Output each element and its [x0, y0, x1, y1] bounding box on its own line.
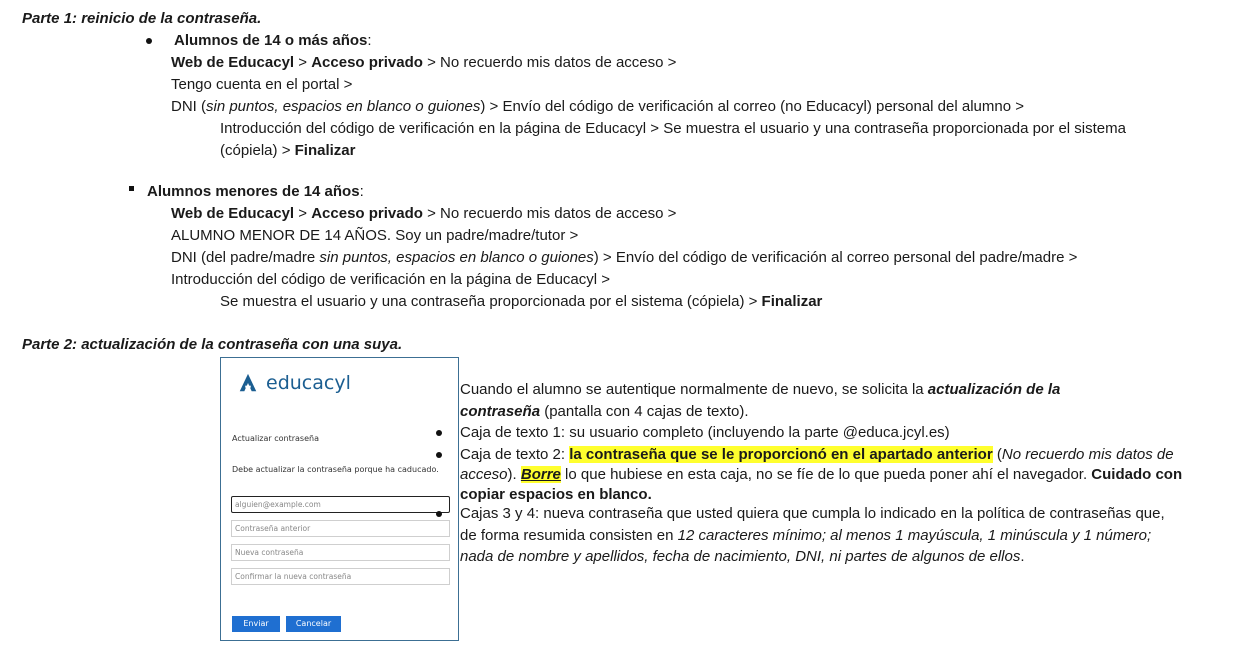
over14-heading-text: Alumnos de 14 o más años [174, 32, 368, 49]
cancel-button[interactable]: Cancelar [286, 616, 341, 632]
box2-cuidado: Cuidado con [1091, 466, 1183, 483]
submit-button[interactable]: Enviar [232, 616, 280, 632]
box2-borre: Borre [520, 466, 561, 483]
acceso-privado-text: Acceso privado [311, 54, 423, 71]
under14-heading-colon: : [359, 183, 364, 200]
box2-text-b: ( [992, 446, 1002, 463]
new-password-field[interactable]: Nueva contraseña [231, 544, 450, 561]
over14-line-2: Tengo cuenta en el portal > [171, 76, 353, 93]
part2-title: Parte 2: actualización de la contraseña con una suya. [22, 336, 403, 353]
educacyl-logo-icon [237, 372, 259, 394]
box1-line: Caja de texto 1: su usuario completo (incluyendo la parte @educa.jcyl.es) [460, 424, 950, 441]
bullet-disc-icon [436, 430, 442, 436]
under14-heading-text: Alumnos menores de 14 años [147, 183, 360, 200]
box3-italic: 12 caracteres mínimo; al menos 1 mayúscula, 1 minúscula y 1 número; [677, 527, 1152, 544]
under14-line-4: Introducción del código de verificación en la página de Educacyl > [171, 271, 611, 288]
box3-italic-2: nada de nombre y apellidos, fecha de nacimiento, DNI, ni partes de algunos de ellos [460, 548, 1021, 565]
separator-text: > [294, 54, 312, 71]
intro-line-1 [460, 379, 1060, 400]
box3-line-2 [460, 525, 1151, 546]
dni-format-text: sin puntos, espacios en blanco o guiones [206, 98, 481, 115]
part1-title: Parte 1: reinicio de la contraseña. [22, 10, 262, 27]
bullet-square-icon [129, 186, 134, 191]
box2-text-g: lo que hubiese en esta caja, no se fíe de lo que pueda poner ahí el navegador. [560, 466, 1092, 483]
bullet-disc-icon [436, 452, 442, 458]
acceso-privado-text: Acceso privado [311, 205, 423, 222]
copiela-text: Se muestra el usuario y una contraseña proporcionada por el sistema (cópiela) > [220, 293, 762, 310]
screenshot-message: Debe actualizar la contraseña porque ha caducado. [232, 465, 439, 474]
web-educacyl-text: Web de Educacyl [171, 54, 295, 71]
intro-text: Cuando el alumno se autentique normalmente de nuevo, se solicita la [460, 381, 928, 398]
box2-line-3 [460, 484, 652, 505]
under14-line-3 [171, 247, 1077, 268]
box3-line-1: Cajas 3 y 4: nueva contraseña que usted quiera que cumpla lo indicado en la política de contraseñas que, [460, 505, 1165, 522]
intro-text-2: (pantalla con 4 cajas de texto). [540, 403, 749, 420]
bullet-disc-icon [436, 511, 442, 517]
box2-highlight: la contraseña que se le proporcionó en el apartado anterior [569, 446, 993, 463]
logo-text: educacyl [266, 372, 351, 394]
box2-italic: No recuerdo mis datos de [1001, 446, 1174, 463]
box2-line-2 [460, 464, 1182, 485]
bullet-disc-icon [146, 38, 152, 44]
over14-line-1 [171, 52, 676, 73]
finalizar-text: Finalizar [294, 142, 356, 159]
password-update-screenshot [220, 357, 459, 641]
under14-heading [147, 181, 364, 202]
confirm-password-field[interactable]: Confirmar la nueva contraseña [231, 568, 450, 585]
over14-heading-colon: : [367, 32, 372, 49]
over14-heading [174, 30, 372, 51]
educacyl-logo [237, 372, 351, 394]
box3-period: . [1020, 548, 1025, 565]
under14-line-5 [220, 291, 822, 312]
box3-line-3 [460, 546, 1025, 567]
box2-text-e: ). [507, 466, 521, 483]
line-rest-text: > No recuerdo mis datos de acceso > [422, 54, 677, 71]
box2-espacios: copiar espacios en blanco. [460, 486, 652, 503]
line-rest-text: > No recuerdo mis datos de acceso > [422, 205, 677, 222]
envio-text: ) > Envío del código de verificación al correo personal del padre/madre > [593, 249, 1078, 266]
over14-line-3 [171, 96, 1024, 117]
box2-italic-2: acceso [460, 466, 508, 483]
username-field[interactable]: alguien@example.com [231, 496, 450, 513]
copiela-text: (cópiela) > [220, 142, 295, 159]
screenshot-heading: Actualizar contraseña [232, 434, 319, 443]
dni-format-text: sin puntos, espacios en blanco o guiones [319, 249, 594, 266]
envio-text: ) > Envío del código de verificación al correo (no Educacyl) personal del alumno > [480, 98, 1024, 115]
over14-line-4: Introducción del código de verificación en la página de Educacyl > Se muestra el usuario y una contraseña proporcionada por el sistema [220, 120, 1126, 137]
intro-line-2 [460, 401, 749, 422]
dni-text: DNI (del padre/madre [171, 249, 320, 266]
box2-line-1 [460, 444, 1174, 465]
dni-text: DNI ( [171, 98, 206, 115]
separator-text: > [294, 205, 312, 222]
old-password-field[interactable]: Contraseña anterior [231, 520, 450, 537]
over14-line-5 [220, 140, 355, 161]
under14-line-1 [171, 203, 676, 224]
finalizar-text: Finalizar [761, 293, 823, 310]
box3-text: de forma resumida consisten en [460, 527, 678, 544]
web-educacyl-text: Web de Educacyl [171, 205, 295, 222]
under14-line-2: ALUMNO MENOR DE 14 AÑOS. Soy un padre/madre/tutor > [171, 227, 579, 244]
box2-text: Caja de texto 2: [460, 446, 570, 463]
intro-emphasis-2: contraseña [460, 403, 541, 420]
intro-emphasis: actualización de la [927, 381, 1061, 398]
